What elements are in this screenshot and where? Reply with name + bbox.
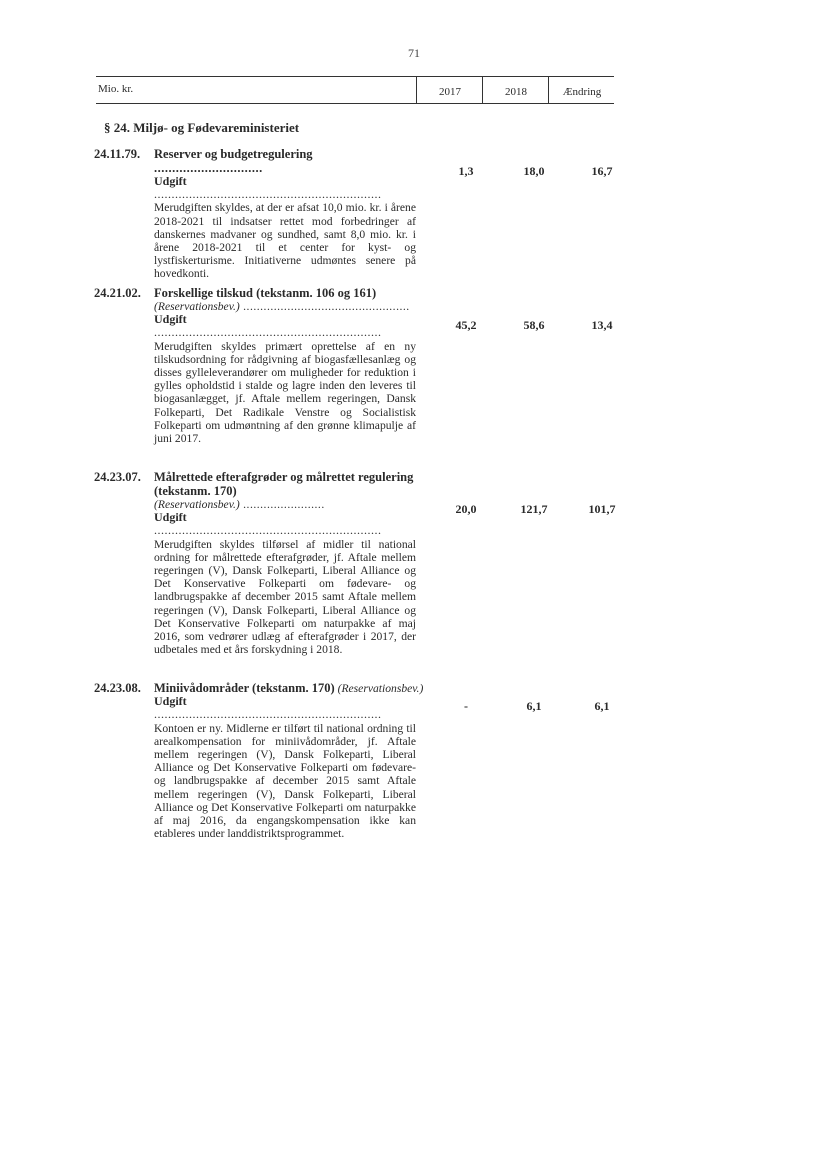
entry-body bbox=[154, 286, 416, 445]
section-title: § 24. Miljø- og Fødevareministeriet bbox=[104, 120, 300, 135]
value-2018: 18,0 bbox=[523, 164, 545, 178]
value-change: 101,7 bbox=[588, 502, 616, 516]
table-header bbox=[96, 76, 614, 104]
value-2018: 121,7 bbox=[520, 502, 548, 516]
expense-label: Udgift ................................................................. bbox=[154, 312, 382, 340]
value-change: 13,4 bbox=[591, 318, 613, 332]
entry-title: Målrettede efterafgrøder og målrettet regulering (tekstanm. 170) bbox=[154, 470, 414, 498]
entry-text: Merudgiften skyldes, at der er afsat 10,0 mio. kr. i årene 2018-2021 til indsatser rettet mod forbedringer af danskernes madvaner og sundhed, samt 8,0 mio. kr. i årene 2018-2021 til et center for kyst- og lystfiskerturisme. Initiativerne udmøntes senere på hovedkonti. bbox=[154, 201, 416, 281]
value-2017: 20,0 bbox=[455, 502, 477, 516]
value-2018: 6,1 bbox=[526, 699, 542, 713]
entry-body bbox=[154, 470, 416, 656]
expense-label: Udgift ................................................................. bbox=[154, 694, 382, 722]
column-header-change: Ændring bbox=[548, 77, 615, 103]
value-change: 16,7 bbox=[591, 164, 613, 178]
entry-subtitle: (Reservationsbev.) ........................ bbox=[154, 498, 325, 511]
entry-title: Reserver og budgetregulering .............................. bbox=[154, 147, 313, 175]
entry-body bbox=[154, 681, 424, 841]
account-code: 24.23.08. bbox=[94, 681, 141, 695]
entry-title: Miniivådområder (tekstanm. 170) (Reservationsbev.) bbox=[154, 681, 424, 695]
value-2017: 45,2 bbox=[455, 318, 477, 332]
expense-label: Udgift ................................................................. bbox=[154, 174, 382, 202]
value-2017: 1,3 bbox=[458, 164, 474, 178]
entry-subtitle: (Reservationsbev.) ................................................. bbox=[154, 300, 410, 313]
entry-title: Forskellige tilskud (tekstanm. 106 og 161) bbox=[154, 286, 377, 300]
column-header-2017: 2017 bbox=[416, 77, 483, 103]
unit-label: Mio. kr. bbox=[98, 83, 134, 95]
entry-text: Merudgiften skyldes primært oprettelse af en ny tilskudsordning for rådgivning af biogasfællesanlæg og disses gylleleverandører om muligheder for reduktion i gylles opholdstid i stalde og lagre inden den leveres til biogasanlægget, jf. Aftale mellem regeringen, Dansk Folkeparti, Det Radikale Venstre og Socialistisk Folkeparti om udmøntning af den grønne klimapulje af juni 2017. bbox=[154, 339, 416, 446]
value-2017: - bbox=[464, 699, 468, 713]
expense-label: Udgift ................................................................. bbox=[154, 510, 382, 538]
account-code: 24.21.02. bbox=[94, 286, 141, 300]
value-change: 6,1 bbox=[594, 699, 610, 713]
entry-body bbox=[154, 147, 416, 281]
entry-text: Merudgiften skyldes tilførsel af midler til national ordning for målrettede efterafgrøder, jf. Aftale mellem regeringen (V), Dansk Folkeparti, Liberal Alliance og Det Konservative Folkeparti om fødevare- og landbrugspakke af december 2015 samt Aftale mellem regeringen (V), Dansk Folkeparti, Liberal Alliance og Det Konservative Folkeparti om naturpakke af maj 2016, som vedrører udlæg af efterafgrøder i 2017, der udbetales med et års forskydning i 2018. bbox=[154, 537, 416, 657]
value-2018: 58,6 bbox=[523, 318, 545, 332]
account-code: 24.23.07. bbox=[94, 470, 141, 484]
column-header-2018: 2018 bbox=[482, 77, 549, 103]
entry-text: Kontoen er ny. Midlerne er tilført til national ordning til arealkompensation for miniivådområder, jf. Aftale mellem regeringen (V), Dansk Folkeparti, Liberal Alliance og Det Konservative Folkeparti om fødevare- og landbrugspakke af december 2015 samt Aftale mellem regeringen (V), Dansk Folkeparti, Liberal Alliance og Det Konservative Folkeparti om naturpakke af maj 2016, da engangskompensation ikke kan etableres under landdistriktsprogrammet. bbox=[154, 721, 416, 841]
page-number: 71 bbox=[408, 46, 420, 60]
account-code: 24.11.79. bbox=[94, 147, 141, 161]
